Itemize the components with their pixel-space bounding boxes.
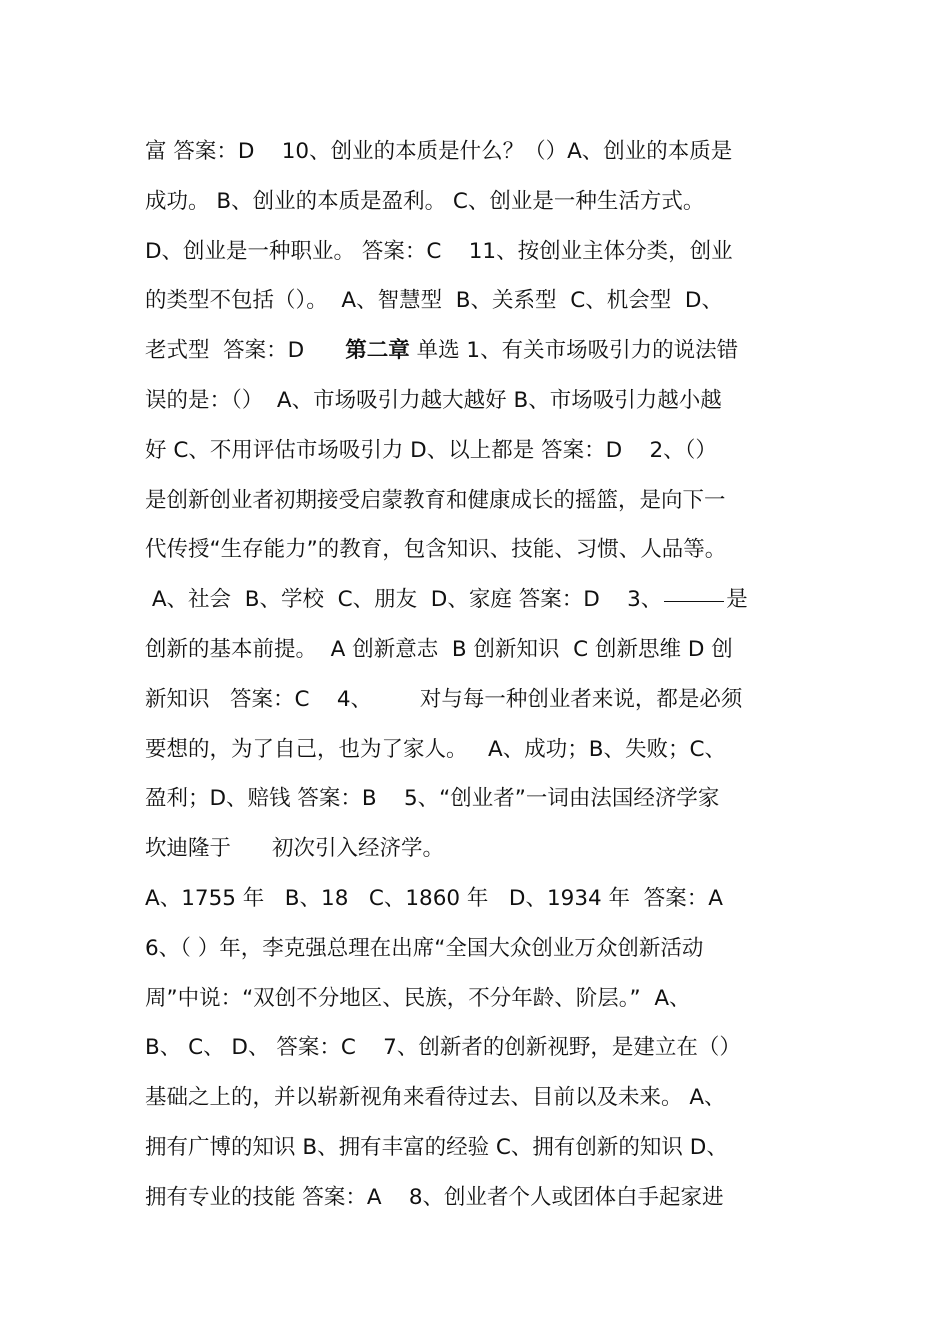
text-line: A、1755 年 B、18 C、1860 年 D、1934 年 答案：A (145, 885, 723, 911)
text-segment: 是 (726, 587, 748, 613)
text-line: 成功。 B、创业的本质是盈利。 C、创业是一种生活方式。 (145, 188, 705, 214)
text-line: 创新的基本前提。 A 创新意志 B 创新知识 C 创新思维 D 创 (145, 636, 733, 662)
chapter-heading: 第二章 (345, 338, 410, 364)
text-line: 要想的，为了自己，也为了家人。 A、成功；B、失败；C、 (145, 736, 726, 762)
text-line: B、 C、 D、 答案：C 7、创新者的创新视野，是建立在（） (145, 1035, 741, 1061)
text-segment: 老式型 答案：D (145, 338, 305, 364)
text-line: 基础之上的，并以崭新视角来看待过去、目前以及未来。 A、 (145, 1085, 726, 1111)
text-line: 是创新创业者初期接受启蒙教育和健康成长的摇篮，是向下一 (145, 487, 726, 513)
text-line: 坎迪隆于 初次引入经济学。 (145, 836, 445, 862)
text-line: 拥有广博的知识 B、拥有丰富的经验 C、拥有创新的知识 D、 (145, 1134, 728, 1160)
text-line: 富 答案：D 10、创业的本质是什么？（）A、创业的本质是 (145, 139, 733, 164)
fill-in-blank (664, 600, 724, 602)
text-segment: A、社会 B、学校 C、朋友 D、家庭 答案：D 3、 (145, 587, 663, 613)
text-line: 6、（ ）年，李克强总理在出席“全国大众创业万众创新活动 (145, 935, 704, 961)
text-line-with-chapter (145, 326, 825, 376)
text-line: 拥有专业的技能 答案：A 8、创业者个人或团体白手起家进 (145, 1184, 724, 1210)
text-line: 周”中说：“双创不分地区、民族，不分年龄、阶层。” A、 (145, 985, 691, 1011)
text-line-with-blank (145, 575, 825, 625)
text-line: 新知识 答案：C 4、 对与每一种创业者来说，都是必须 (145, 686, 743, 712)
document-body (145, 127, 825, 1223)
text-line: 代传授“生存能力”的教育，包含知识、技能、习惯、人品等。 (145, 537, 727, 563)
text-line: 误的是：（） A、市场吸引力越大越好 B、市场吸引力越小越 (145, 387, 722, 413)
text-segment: 单选 1、有关市场吸引力的说法错 (409, 338, 739, 364)
text-line: 盈利；D、赔钱 答案：B 5、“创业者”一词由法国经济学家 (145, 786, 720, 812)
text-line: 好 C、不用评估市场吸引力 D、以上都是 答案：D 2、（） (145, 437, 717, 463)
text-line: D、创业是一种职业。 答案：C 11、按创业主体分类，创业 (145, 238, 733, 264)
text-line: 的类型不包括（）。 A、智慧型 B、关系型 C、机会型 D、 (145, 288, 723, 314)
